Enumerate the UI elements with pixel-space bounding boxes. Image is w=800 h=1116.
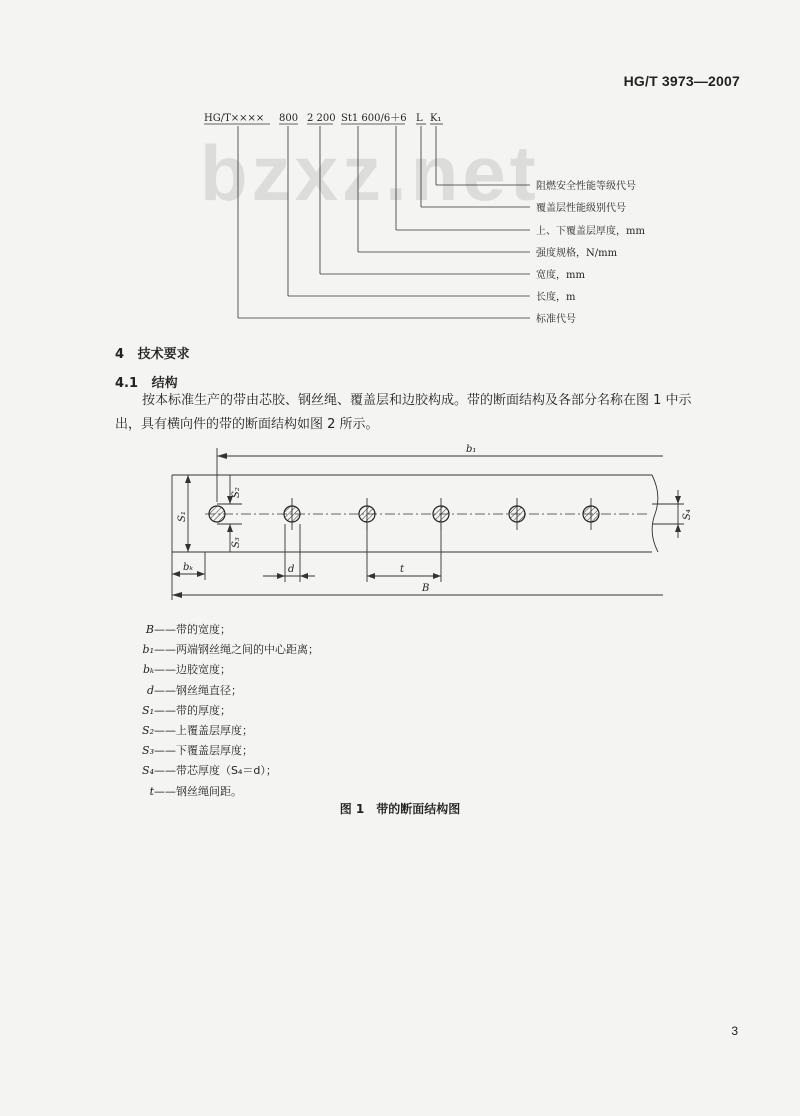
legend-text: ——下覆盖层厚度；: [154, 744, 253, 758]
legend-symbol: S₄: [142, 764, 154, 778]
dim-b1: b₁: [466, 444, 477, 455]
legend-text: ——带的厚度；: [154, 703, 231, 717]
legend-item: [130, 741, 319, 761]
dim-t: t: [400, 564, 405, 575]
legend-symbol: B: [145, 623, 154, 636]
belt-cross-section-figure: [0, 440, 800, 610]
legend-item: [130, 701, 319, 721]
dim-bk: bₖ: [183, 562, 194, 573]
designation-diagram: [0, 0, 800, 340]
legend-symbol: bₖ: [142, 663, 154, 677]
section-4-1-number: 4.1: [115, 376, 139, 391]
label-cover-thickness: 上、下覆盖层厚度，mm: [536, 226, 645, 237]
dim-B: B: [422, 583, 430, 594]
section-4-number: 4: [115, 347, 125, 362]
legend-text: ——带的宽度；: [154, 623, 231, 636]
legend-item: [130, 681, 319, 701]
watermark: bzxz.net: [200, 129, 540, 217]
legend-text: ——两端钢丝绳之间的中心距离；: [154, 643, 319, 657]
page-number: 3: [731, 1024, 738, 1038]
dim-S1: S₁: [177, 511, 188, 522]
legend-text: ——边胶宽度；: [154, 663, 231, 677]
legend-symbol: S₁: [142, 703, 154, 717]
code-length: 800: [279, 113, 299, 124]
legend-symbol: b₁: [142, 643, 154, 657]
legend-text: ——钢丝绳直径；: [154, 683, 242, 697]
label-width: 宽度，mm: [536, 270, 585, 281]
steel-cord: [284, 506, 300, 522]
section-4-heading: [115, 343, 190, 362]
legend-symbol: t: [149, 784, 154, 798]
legend-symbol: S₂: [142, 724, 154, 738]
label-length: 长度，m: [536, 292, 576, 303]
steel-cord: [583, 506, 599, 522]
code-strength: St1 600/6＋6: [341, 113, 407, 124]
dim-d: d: [288, 564, 295, 575]
section-4-title: 技术要求: [137, 347, 190, 362]
dim-S2: S₂: [231, 487, 242, 498]
code-standard: HG/T××××: [204, 113, 265, 124]
section-4-1-title: 结构: [151, 376, 178, 391]
paragraph-line-1: 按本标准生产的带由芯胶、钢丝绳、覆盖层和边胶构成。带的断面结构及各部分名称在图 1 中示: [142, 393, 692, 408]
legend-text: ——带芯厚度（S₄＝d）；: [154, 764, 277, 778]
code-flame-grade: K₁: [430, 113, 442, 124]
steel-cord: [433, 506, 449, 522]
figure-legend: [130, 620, 319, 802]
label-cover-grade: 覆盖层性能级别代号: [536, 203, 626, 214]
legend-item: [130, 640, 319, 660]
code-cover-grade: L: [416, 113, 423, 124]
figure-caption: 图 1 带的断面结构图: [339, 802, 461, 816]
code-width: 2 200: [307, 113, 336, 124]
steel-cord: [359, 506, 375, 522]
legend-item: [130, 620, 319, 640]
legend-symbol: S₃: [142, 744, 154, 758]
label-standard: 标准代号: [536, 314, 576, 325]
label-flame-grade: 阻燃安全性能等级代号: [536, 181, 636, 192]
standard-number: HG/T 3973—2007: [623, 73, 740, 89]
legend-text: ——上覆盖层厚度；: [154, 724, 253, 738]
paragraph-line-2: 出，具有横向件的带的断面结构如图 2 所示。: [115, 417, 379, 432]
legend-item: [130, 761, 319, 781]
label-strength: 强度规格，N/mm: [536, 248, 618, 259]
dim-S3: S₃: [231, 537, 242, 548]
legend-item: [130, 721, 319, 741]
legend-text: ——钢丝绳间距。: [154, 784, 242, 798]
legend-item: [130, 660, 319, 680]
dim-S4: S₄: [682, 509, 693, 520]
steel-cord: [509, 506, 525, 522]
legend-item: [130, 782, 319, 802]
steel-cord: [209, 506, 225, 522]
legend-symbol: d: [146, 683, 154, 697]
